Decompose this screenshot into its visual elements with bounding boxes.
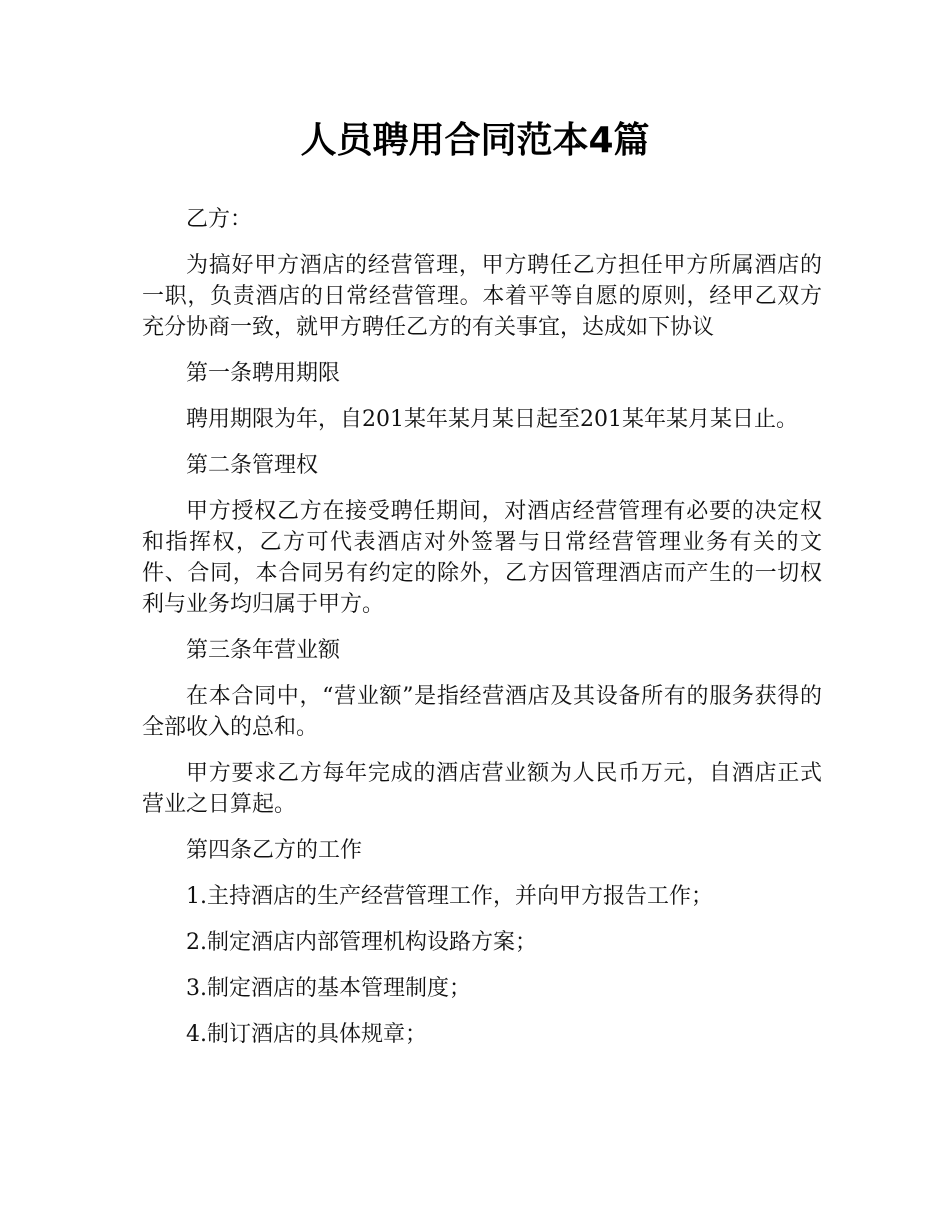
paragraph-authority: 甲方授权乙方在接受聘任期间，对酒店经营管理有必要的决定权和指挥权，乙方可代表酒店对外签署与日常经营管理业务有关的文件、合同，本合同另有约定的除外，乙方因管理酒店而产生的一切权利与业务均归属于甲方。 <box>142 499 822 617</box>
section-heading-2: 第二条管理权 <box>186 453 319 478</box>
list-item-3: 3.制定酒店的基本管理制度； <box>186 976 471 1001</box>
section-heading-1: 第一条聘用期限 <box>186 361 341 386</box>
document-body <box>142 204 822 1065</box>
list-item-2: 2.制定酒店内部管理机构设路方案； <box>186 930 537 955</box>
paragraph-revenue-target: 甲方要求乙方每年完成的酒店营业额为人民币万元，自酒店正式营业之日算起。 <box>142 761 822 817</box>
paragraph-term: 聘用期限为年，自201某年某月某日起至201某年某月某日止。 <box>186 407 798 432</box>
section-heading-3: 第三条年营业额 <box>186 638 341 663</box>
paragraph-party-b: 乙方： <box>186 207 253 232</box>
paragraph-revenue-definition: 在本合同中，“营业额”是指经营酒店及其设备所有的服务获得的全部收入的总和。 <box>142 684 822 740</box>
list-item-1: 1.主持酒店的生产经营管理工作，并向甲方报告工作； <box>186 884 713 909</box>
document-title: 人员聘用合同范本4篇 <box>300 120 650 161</box>
paragraph-preamble: 为搞好甲方酒店的经营管理，甲方聘任乙方担任甲方所属酒店的一职，负责酒店的日常经营管理。本着平等自愿的原则，经甲乙双方充分协商一致，就甲方聘任乙方的有关事宜，达成如下协议 <box>142 253 822 340</box>
list-item-4: 4.制订酒店的具体规章； <box>186 1022 427 1047</box>
section-heading-4: 第四条乙方的工作 <box>186 838 363 863</box>
